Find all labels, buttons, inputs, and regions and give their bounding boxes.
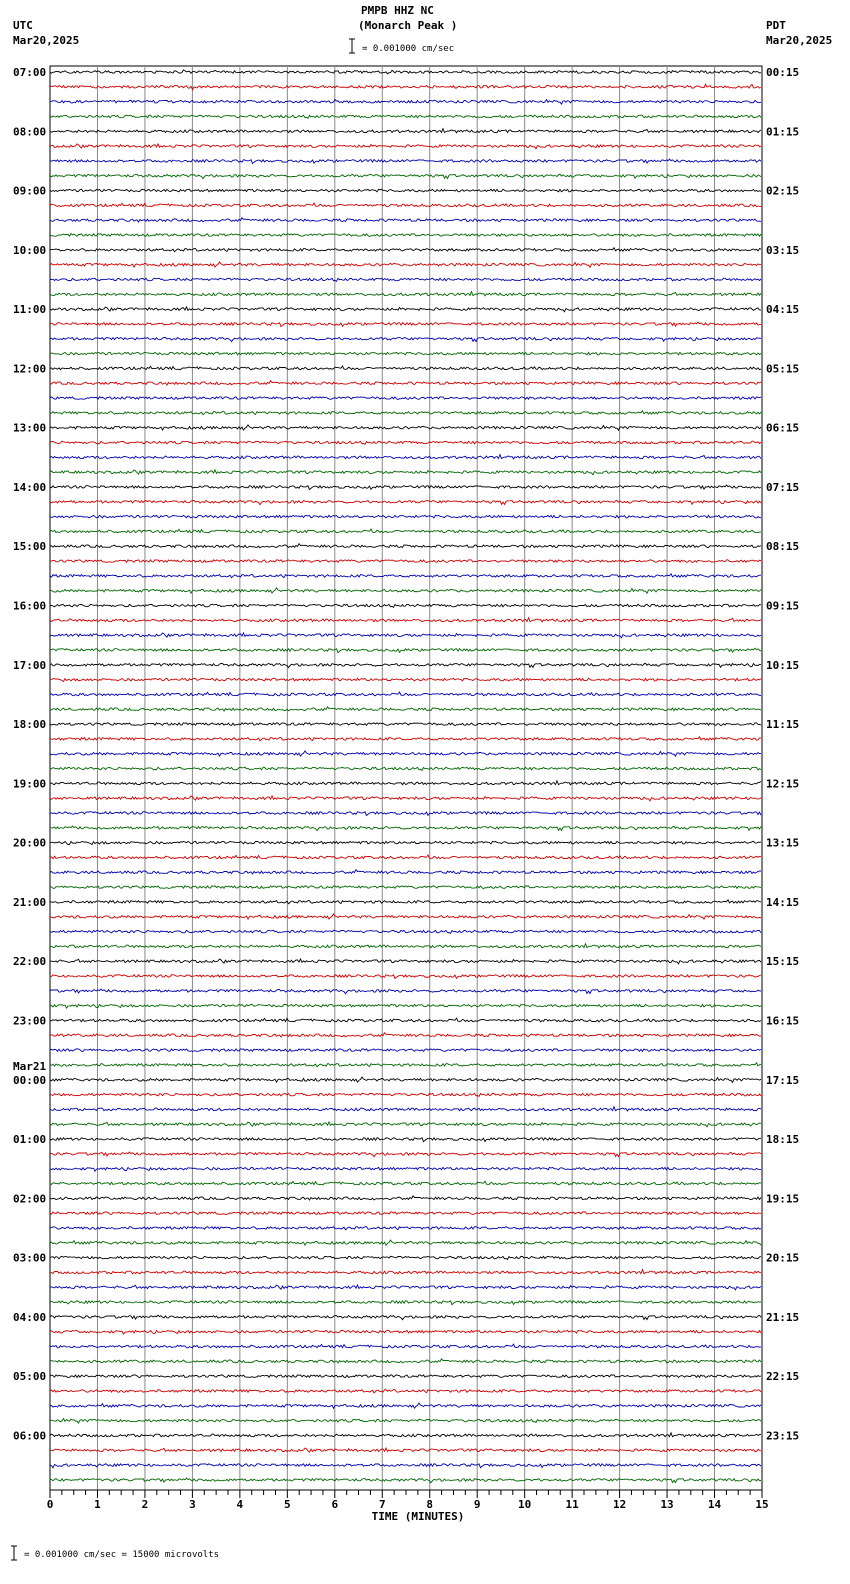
- utc-hour-label: 08:00: [13, 125, 47, 139]
- utc-hour-label: 23:00: [13, 1014, 47, 1028]
- seismic-trace: [50, 1063, 761, 1067]
- seismic-trace: [50, 678, 761, 681]
- utc-hour-label: 17:00: [13, 658, 47, 672]
- seismic-trace: [50, 425, 761, 430]
- pdt-hour-label: 18:15: [766, 1133, 800, 1147]
- seismic-trace: [50, 1375, 761, 1378]
- pdt-hour-label: 23:15: [766, 1429, 800, 1443]
- pdt-hour-label: 00:15: [766, 66, 800, 79]
- utc-hour-label: 01:00: [13, 1133, 47, 1147]
- seismic-trace: [50, 441, 761, 444]
- seismic-trace: [50, 500, 761, 504]
- seismic-trace: [50, 692, 761, 696]
- x-tick-label: 3: [189, 1498, 196, 1511]
- left-date: Mar20,2025: [13, 34, 80, 47]
- utc-hour-label: 03:00: [13, 1251, 47, 1265]
- seismic-trace: [50, 1433, 761, 1437]
- seismic-trace: [50, 1196, 761, 1200]
- seismic-trace: [50, 959, 761, 964]
- seismic-trace: [50, 1049, 761, 1052]
- x-tick-label: 9: [473, 1498, 481, 1511]
- pdt-hour-label: 10:15: [766, 658, 800, 672]
- seismic-trace: [50, 767, 761, 770]
- x-tick-label: 10: [518, 1498, 532, 1511]
- seismic-trace: [50, 1359, 761, 1363]
- seismic-trace: [50, 560, 761, 563]
- seismic-trace: [50, 1418, 761, 1423]
- right-date: Mar20,2025: [766, 34, 833, 47]
- utc-hour-label: 00:00: [13, 1073, 47, 1087]
- right-timezone: PDT: [766, 19, 786, 32]
- seismic-trace: [50, 930, 761, 933]
- seismic-trace: [50, 1077, 761, 1082]
- seismic-trace: [50, 841, 761, 844]
- seismic-trace: [50, 366, 761, 370]
- x-tick-label: 15: [755, 1498, 769, 1511]
- utc-hour-label: 04:00: [13, 1310, 47, 1324]
- x-tick-label: 8: [426, 1498, 434, 1511]
- seismic-trace: [50, 455, 761, 459]
- pdt-hour-label: 03:15: [766, 243, 800, 257]
- pdt-hour-label: 17:15: [766, 1073, 800, 1087]
- seismic-trace: [50, 870, 761, 874]
- pdt-hour-label: 06:15: [766, 421, 800, 435]
- seismic-trace: [50, 1167, 761, 1171]
- seismic-trace: [50, 1122, 761, 1127]
- seismic-trace: [50, 203, 761, 207]
- x-tick-label: 7: [378, 1498, 386, 1511]
- footer-scale-text: = 0.001000 cm/sec = 15000 microvolts: [24, 1550, 220, 1560]
- seismic-trace: [50, 544, 761, 548]
- utc-hour-label: 18:00: [13, 718, 47, 732]
- seismic-trace: [50, 322, 761, 327]
- pdt-hour-label: 01:15: [766, 125, 800, 139]
- seismic-trace: [50, 1240, 761, 1245]
- seismic-trace: [50, 826, 761, 831]
- seismic-trace: [50, 975, 761, 979]
- x-axis-label: TIME (MINUTES): [371, 1510, 465, 1523]
- pdt-hour-label: 19:15: [766, 1192, 800, 1206]
- x-tick-label: 13: [660, 1498, 674, 1511]
- seismic-trace: [50, 663, 761, 667]
- seismic-trace: [50, 1301, 761, 1305]
- x-tick-label: 0: [46, 1498, 54, 1511]
- date-change-label: Mar21: [13, 1059, 47, 1073]
- utc-hour-label: 09:00: [13, 184, 47, 198]
- seismic-trace: [50, 604, 761, 607]
- seismic-trace: [50, 723, 761, 726]
- station-title: PMPB HHZ NC: [361, 4, 434, 17]
- utc-hour-label: 14:00: [13, 480, 47, 494]
- pdt-hour-label: 21:15: [766, 1310, 800, 1324]
- seismic-trace: [50, 129, 761, 133]
- pdt-hour-label: 13:15: [766, 836, 800, 850]
- pdt-hour-label: 02:15: [766, 184, 800, 198]
- seismic-trace: [50, 352, 761, 355]
- seismic-trace: [50, 886, 761, 889]
- seismic-trace: [50, 262, 761, 267]
- seismic-trace: [50, 855, 761, 859]
- seismic-trace: [50, 1315, 761, 1320]
- pdt-hour-label: 04:15: [766, 303, 800, 317]
- seismic-trace: [50, 381, 761, 385]
- seismic-trace: [50, 189, 761, 192]
- seismic-trace: [50, 1004, 761, 1008]
- seismic-trace: [50, 751, 761, 756]
- seismic-trace: [50, 144, 761, 149]
- utc-hour-label: 20:00: [13, 836, 47, 850]
- x-tick-label: 1: [94, 1498, 101, 1511]
- seismic-trace: [50, 337, 761, 341]
- x-tick-label: 2: [141, 1498, 149, 1511]
- utc-hour-label: 11:00: [13, 303, 47, 317]
- seismic-trace: [50, 307, 761, 312]
- x-tick-label: 6: [331, 1498, 339, 1511]
- trace-group: [50, 70, 761, 1483]
- seismic-trace: [50, 470, 761, 475]
- utc-hour-label: 10:00: [13, 243, 47, 257]
- seismic-trace: [50, 1344, 761, 1348]
- seismic-trace: [50, 633, 761, 638]
- utc-hour-label: 13:00: [13, 421, 47, 435]
- pdt-hour-label: 16:15: [766, 1014, 800, 1028]
- seismic-trace: [50, 515, 761, 518]
- pdt-hour-label: 05:15: [766, 362, 800, 376]
- seismic-trace: [50, 1478, 761, 1483]
- seismic-trace: [50, 485, 761, 490]
- pdt-hour-label: 07:15: [766, 480, 800, 494]
- seismic-trace: [50, 588, 761, 593]
- time-axis: [47, 1490, 769, 1523]
- utc-hour-label: 12:00: [13, 362, 47, 376]
- utc-hour-label: 07:00: [13, 66, 47, 79]
- utc-hour-label: 16:00: [13, 599, 47, 613]
- x-tick-label: 4: [236, 1498, 244, 1511]
- seismic-trace: [50, 1018, 761, 1022]
- pdt-hour-label: 09:15: [766, 599, 800, 613]
- pdt-hour-label: 20:15: [766, 1251, 800, 1265]
- seismic-trace: [50, 648, 761, 652]
- pdt-hour-label: 14:15: [766, 895, 800, 909]
- seismic-trace: [50, 737, 761, 741]
- seismic-trace: [50, 115, 761, 118]
- utc-hour-label: 05:00: [13, 1370, 47, 1384]
- seismic-trace: [50, 159, 761, 163]
- seismic-trace: [50, 900, 761, 904]
- seismic-trace: [50, 174, 761, 178]
- seismic-trace: [50, 1330, 761, 1334]
- left-timezone: UTC: [13, 19, 33, 32]
- seismic-trace: [50, 1390, 761, 1393]
- seismic-trace: [50, 707, 761, 711]
- utc-hour-label: 06:00: [13, 1429, 47, 1443]
- seismic-trace: [50, 278, 761, 281]
- seismic-trace: [50, 1464, 761, 1468]
- seismic-trace: [50, 397, 761, 400]
- x-tick-label: 12: [612, 1498, 627, 1511]
- seismic-trace: [50, 1270, 761, 1274]
- pdt-hour-label: 08:15: [766, 540, 800, 554]
- seismic-trace: [50, 70, 761, 74]
- seismic-trace: [50, 248, 761, 252]
- seismic-trace: [50, 1152, 761, 1157]
- utc-hour-label: 21:00: [13, 895, 47, 909]
- seismic-trace: [50, 234, 761, 237]
- scale-bar-text: = 0.001000 cm/sec: [362, 44, 455, 54]
- seismic-trace: [50, 781, 761, 785]
- seismic-trace: [50, 796, 761, 801]
- pdt-hour-label: 11:15: [766, 718, 800, 732]
- seismic-trace: [50, 812, 761, 816]
- seismic-trace: [50, 218, 761, 222]
- x-tick-label: 11: [565, 1498, 579, 1511]
- seismic-trace: [50, 84, 761, 90]
- seismic-trace: [50, 914, 761, 919]
- seismic-trace: [50, 618, 761, 622]
- pdt-hour-label: 22:15: [766, 1370, 800, 1384]
- seismic-trace: [50, 944, 761, 948]
- seismic-trace: [50, 99, 761, 104]
- utc-hour-label: 19:00: [13, 777, 47, 791]
- seismic-trace: [50, 1138, 761, 1142]
- seismic-trace: [50, 1107, 761, 1111]
- seismic-trace: [50, 411, 761, 415]
- seismic-trace: [50, 292, 761, 296]
- pdt-hour-label: 12:15: [766, 777, 800, 791]
- seismic-trace: [50, 1285, 761, 1290]
- pdt-hour-label: 15:15: [766, 955, 800, 969]
- x-tick-label: 5: [284, 1498, 291, 1511]
- seismic-trace: [50, 1448, 761, 1452]
- utc-hour-label: 15:00: [13, 540, 47, 554]
- seismic-trace: [50, 1033, 761, 1037]
- seismic-trace: [50, 574, 761, 578]
- seismic-trace: [50, 1227, 761, 1230]
- seismic-trace: [50, 1181, 761, 1185]
- seismic-trace: [50, 989, 761, 994]
- utc-hour-label: 22:00: [13, 955, 47, 969]
- x-tick-label: 14: [707, 1498, 722, 1511]
- seismic-trace: [50, 1256, 761, 1259]
- utc-hour-label: 02:00: [13, 1192, 47, 1206]
- seismic-trace: [50, 529, 761, 533]
- seismic-trace: [50, 1212, 761, 1215]
- seismic-trace: [50, 1093, 761, 1096]
- seismic-trace: [50, 1403, 761, 1408]
- station-location: (Monarch Peak ): [358, 19, 458, 32]
